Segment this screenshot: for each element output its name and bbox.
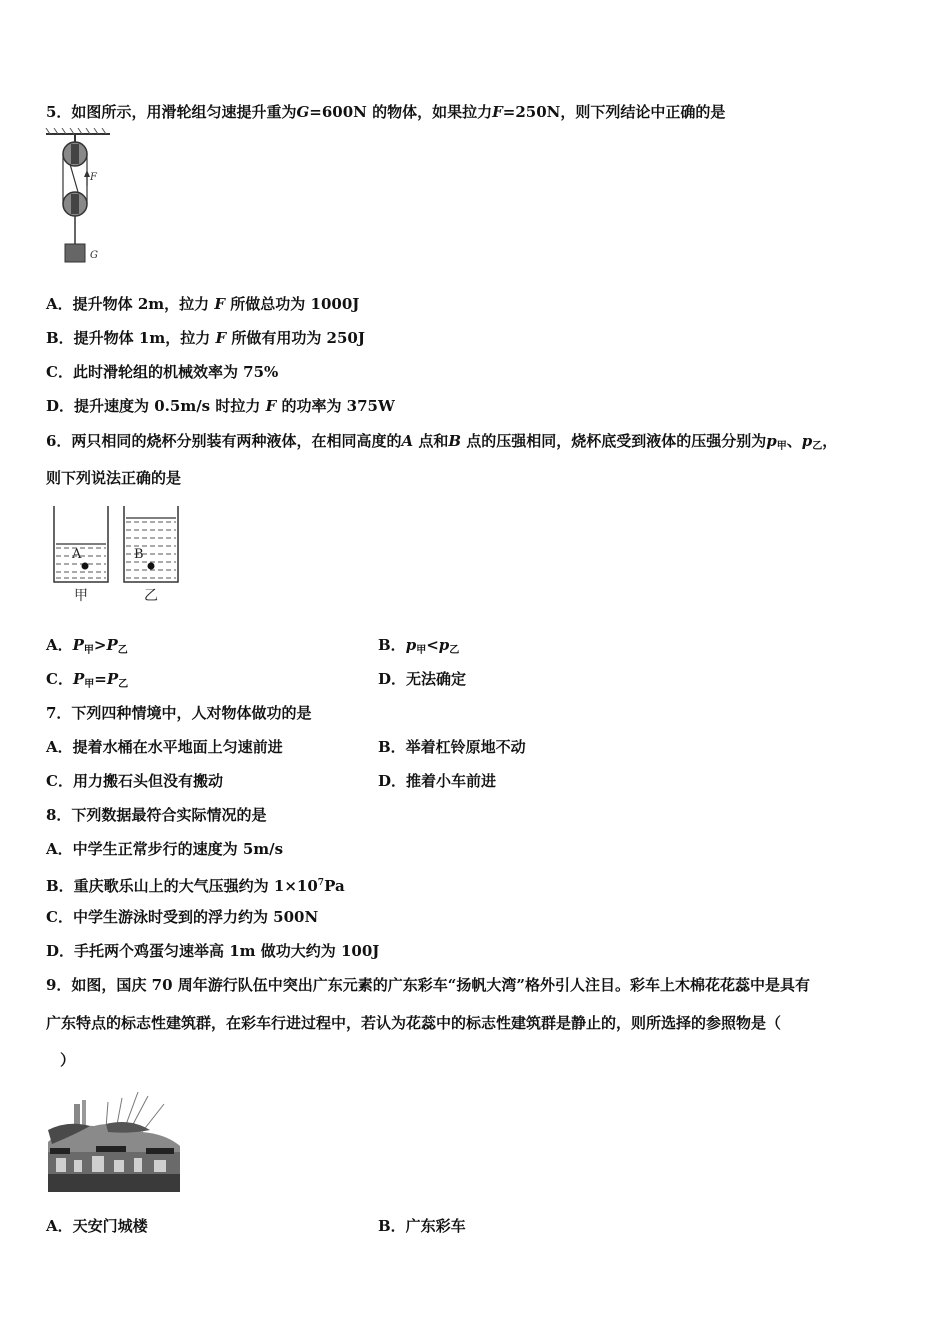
q9-stem-line3: ） [60,1051,76,1069]
q8-option-c[interactable]: C．中学生游泳时受到的浮力约为 500N [46,908,319,926]
q5-stem: 5．如图所示，用滑轮组匀速提升重为G=600N 的物体，如果拉力F=250N，则下列结论中正确的是 [46,103,726,121]
q7-option-b[interactable]: B．举着杠铃原地不动 [378,738,526,756]
q8-option-a[interactable]: A．中学生正常步行的速度为 5m/s [46,840,284,858]
weight-label: G [90,250,98,261]
q6-option-a[interactable]: A．$P_甲>P_乙$ [46,636,128,656]
q6-stem: 6．两只相同的烧杯分别装有两种液体，在相同高度的A 点和B 点的压强相同，烧杯底受到液体的压强分别为$p_甲$、$p_乙$， [46,432,838,452]
q5-option-d[interactable]: D．提升速度为 0.5m/s 时拉力 F 的功率为 375W [46,397,395,415]
q7-stem: 7．下列四种情境中，人对物体做功的是 [46,704,312,722]
q5-option-c[interactable]: C．此时滑轮组的机械效率为 75% [46,363,279,381]
q9-option-a[interactable]: A．天安门城楼 [46,1217,148,1235]
force-label: F [90,172,97,183]
q6-option-d[interactable]: D．无法确定 [378,670,467,688]
q9-stem-line1: 9．如图，国庆 70 周年游行队伍中突出广东元素的广东彩车“扬帆大湾”格外引人注目。彩车上木棉花花蕊中是具有 [46,976,811,994]
q7-option-a[interactable]: A．提着水桶在水平地面上匀速前进 [46,738,283,756]
beaker-left-label: 甲 [74,588,88,604]
q7-option-c[interactable]: C．用力搬石头但没有搬动 [46,772,223,790]
parade-float-photo [46,1090,184,1196]
q5-option-a[interactable]: A．提升物体 2m，拉力 F 所做总功为 1000J [46,295,360,313]
q8-option-d[interactable]: D．手托两个鸡蛋匀速举高 1m 做功大约为 100J [46,942,380,960]
q9-stem-line2: 广东特点的标志性建筑群，在彩车行进过程中，若认为花蕊中的标志性建筑群是静止的，则所选择的参照物是（ [46,1014,782,1032]
pulley-figure [44,128,114,268]
q5-option-b[interactable]: B．提升物体 1m，拉力 F 所做有用功为 250J [46,329,365,347]
q6-option-b[interactable]: B．$p_甲<p_乙$ [378,636,460,656]
q8-option-b[interactable]: B．重庆歌乐山上的大气压强约为 $1\times 10^7Pa$ [46,877,345,895]
point-b-label: B [134,547,144,562]
q6-stem-line2: 则下列说法正确的是 [46,469,182,487]
q9-option-b[interactable]: B．广东彩车 [378,1217,466,1235]
q6-option-c[interactable]: C．$P_甲=P_乙$ [46,670,129,690]
q7-option-d[interactable]: D．推着小车前进 [378,772,497,790]
beakers-figure [48,502,188,606]
point-a-label: A [72,547,82,562]
beaker-right-label: 乙 [144,588,158,604]
q8-stem: 8．下列数据最符合实际情况的是 [46,806,267,824]
